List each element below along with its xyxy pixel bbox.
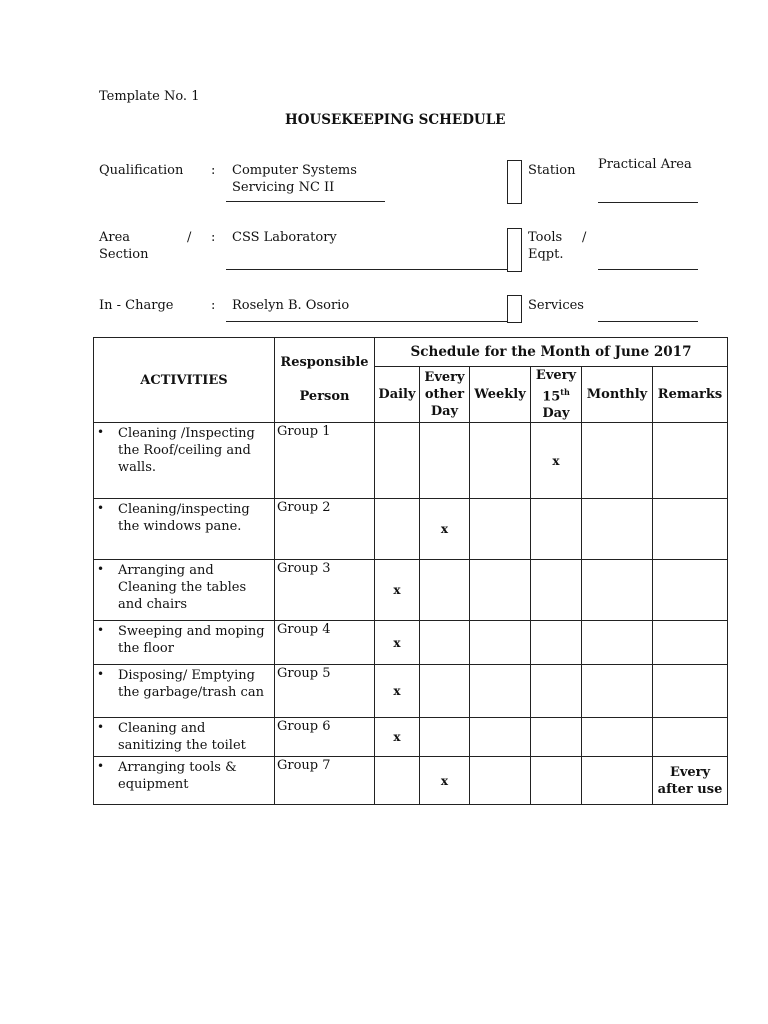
area-value: CSS Laboratory [232,230,337,245]
every-15th-day-cell [531,665,582,718]
template-number: Template No. 1 [99,89,200,104]
housekeeping-schedule-table [93,337,728,805]
responsible-cell: Group 3 [275,560,375,621]
table-row [94,665,728,718]
activity-text: Arranging tools & equipment [118,760,237,793]
monthly-cell [582,499,653,560]
activity-text: Cleaning/inspecting the windows pane. [118,502,250,535]
daily-cell: x [375,560,420,621]
services-label: Services [528,298,584,313]
col-remarks: Remarks [653,367,728,423]
every-other-day-cell: x [420,757,470,805]
daily-cell [375,423,420,499]
monthly-cell [582,757,653,805]
responsible-cell: Group 2 [275,499,375,560]
monthly-cell [582,560,653,621]
area-label-1: Area [99,230,131,245]
services-underline [598,321,698,322]
every-15th-day-cell [531,621,582,665]
area-label-slash: / [187,230,192,245]
qualification-value: Computer Systems Servicing NC II [232,163,357,195]
tools-label-1: Tools [528,230,563,245]
every-other-day-cell [420,560,470,621]
table-row [94,560,728,621]
in-charge-colon: : [211,298,216,313]
remarks-cell [653,665,728,718]
responsible-cell: Group 1 [275,423,375,499]
remarks-cell [653,718,728,757]
table-row [94,621,728,665]
responsible-header-line2: Person [299,389,350,405]
every-other-day-cell [420,665,470,718]
station-label: Station [528,163,576,178]
weekly-cell [470,665,531,718]
schedule-header: Schedule for the Month of June 2017 [375,338,728,367]
monthly-cell [582,621,653,665]
weekly-cell [470,718,531,757]
every-15th-day-cell [531,499,582,560]
station-checkbox[interactable] [507,160,522,204]
remarks-cell: Every after use [653,757,728,805]
area-label-2: Section [99,247,149,262]
area-colon: : [211,230,216,245]
bullet-icon: • [97,501,105,516]
responsible-header [275,338,375,423]
station-value: Practical Area [598,157,692,172]
weekly-cell [470,757,531,805]
bullet-icon: • [97,623,105,638]
bullet-icon: • [97,667,105,682]
remarks-cell [653,560,728,621]
tools-label-2: Eqpt. [528,247,564,262]
monthly-cell [582,718,653,757]
table-row [94,499,728,560]
in-charge-value: Roselyn B. Osorio [232,298,350,313]
page-title: HOUSEKEEPING SCHEDULE [285,112,506,128]
col-every-other-day: Every other Day [420,367,470,423]
every-15th-day-cell [531,757,582,805]
qualification-underline [226,201,385,202]
tools-underline [598,269,698,270]
remarks-cell [653,423,728,499]
daily-cell: x [375,665,420,718]
qualification-label: Qualification [99,163,184,178]
activity-text: Cleaning and sanitizing the toilet [118,721,246,754]
table-row [94,718,728,757]
in-charge-underline [226,321,507,322]
weekly-cell [470,499,531,560]
in-charge-label: In - Charge [99,298,174,313]
every-15th-day-cell: x [531,423,582,499]
daily-cell: x [375,621,420,665]
table-row [94,423,728,499]
daily-cell [375,499,420,560]
activity-cell [94,665,275,718]
responsible-cell: Group 4 [275,621,375,665]
col-every-15th-day: Every 15th Day [531,367,582,423]
activity-cell [94,560,275,621]
activity-text: Arranging and Cleaning the tables and chairs [118,563,247,613]
daily-cell: x [375,718,420,757]
activity-cell [94,718,275,757]
bullet-icon: • [97,759,105,774]
bullet-icon: • [97,425,105,440]
tools-checkbox[interactable] [507,228,522,272]
remarks-cell [653,621,728,665]
table-row [94,757,728,805]
remarks-cell [653,499,728,560]
activity-cell [94,757,275,805]
weekly-cell [470,621,531,665]
monthly-cell [582,665,653,718]
area-underline [226,269,507,270]
bullet-icon: • [97,562,105,577]
every-15th-day-cell [531,718,582,757]
activity-cell [94,499,275,560]
activity-text: Disposing/ Emptying the garbage/trash can [118,668,264,701]
activity-cell [94,423,275,499]
station-underline [598,202,698,203]
responsible-cell: Group 7 [275,757,375,805]
every-15th-day-cell [531,560,582,621]
weekly-cell [470,423,531,499]
every-other-day-cell [420,423,470,499]
responsible-cell: Group 5 [275,665,375,718]
qualification-colon: : [211,163,216,178]
responsible-header-line1: Responsible [280,355,369,371]
tools-label-slash: / [582,230,587,245]
activity-text: Cleaning /Inspecting the Roof/ceiling and walls. [118,426,255,476]
activity-text: Sweeping and moping the floor [118,624,265,657]
every-other-day-cell [420,718,470,757]
col-weekly: Weekly [470,367,531,423]
daily-cell [375,757,420,805]
col-monthly: Monthly [582,367,653,423]
activity-cell [94,621,275,665]
weekly-cell [470,560,531,621]
every-other-day-cell: x [420,499,470,560]
every-other-day-cell [420,621,470,665]
responsible-cell: Group 6 [275,718,375,757]
activities-header: ACTIVITIES [94,338,275,423]
monthly-cell [582,423,653,499]
col-daily: Daily [375,367,420,423]
services-checkbox[interactable] [507,295,522,323]
bullet-icon: • [97,720,105,735]
